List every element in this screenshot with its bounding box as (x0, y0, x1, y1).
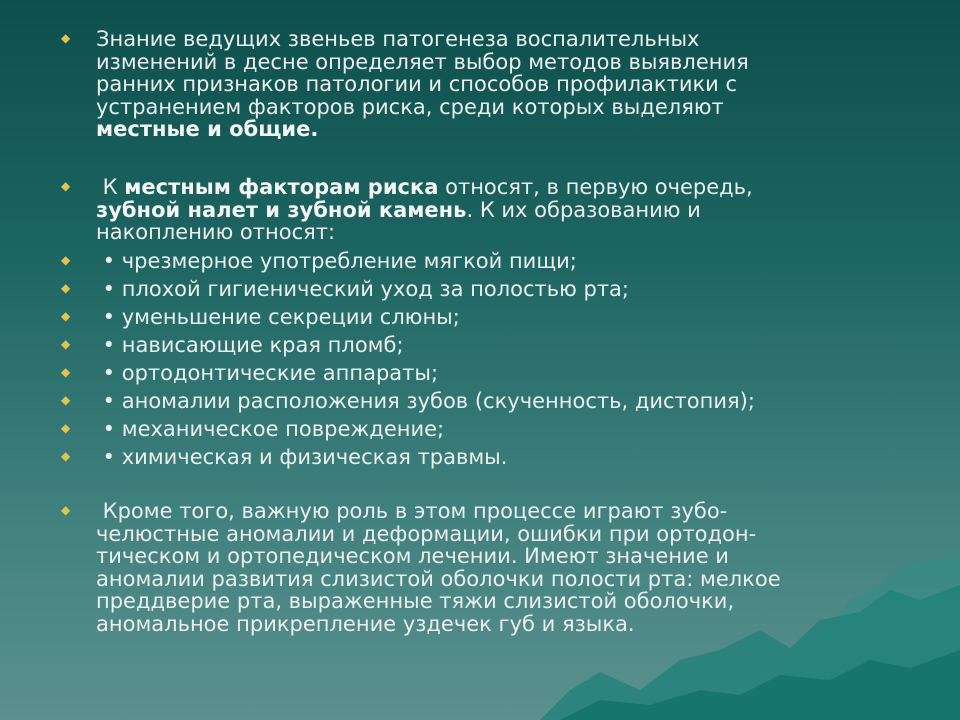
bullet-icon: ◆ (61, 179, 71, 193)
list-item (96, 446, 886, 469)
text-run: аномалии развития слизистой оболочки полости рта: мелкое (96, 566, 781, 591)
paragraph-intro (96, 28, 886, 141)
text-run: • механическое повреждение; (96, 417, 445, 441)
text-run: аномальное прикрепление уздечек губ и языка. (96, 611, 635, 636)
list-item-text (96, 278, 886, 301)
text-run: преддверие рта, выраженные тяжи слизистой оболочки, (96, 589, 735, 613)
text-run: • чрезмерное употребление мягкой пищи; (96, 249, 577, 273)
bullet-icon: ◆ (61, 31, 71, 45)
paragraph-text (96, 500, 886, 635)
bullet-icon: ◆ (61, 365, 71, 379)
bullet-icon: ◆ (61, 393, 71, 407)
bullet-icon: ◆ (61, 449, 71, 463)
text-run: челюстные аномалии и деформации, ошибки при ортодон- (96, 521, 757, 546)
list-item-text (96, 250, 886, 273)
list-item (96, 306, 886, 329)
bold-text-run: местным факторам риска (124, 175, 439, 199)
paragraph-text (96, 176, 886, 244)
list-item-text (96, 334, 886, 357)
text-run: • нависающие края пломб; (96, 333, 404, 357)
paragraph-text (96, 28, 886, 141)
text-run: • аномалии расположения зубов (скученность, дистопия); (96, 389, 755, 413)
bullet-icon: ◆ (61, 503, 71, 517)
text-run: изменений в десне определяет выбор методов выявления (96, 49, 749, 74)
bullet-icon: ◆ (61, 281, 71, 295)
paragraph-local-factors (96, 176, 886, 244)
text-run: тическом и ортопедическом лечении. Имеют значение и (96, 544, 729, 568)
list-item (96, 418, 886, 441)
list-item-text (96, 446, 886, 469)
bold-text-run: местные и общие. (96, 117, 319, 141)
text-run: К (96, 175, 125, 199)
text-run: ранних признаков патологии и способов профилактики с (96, 72, 738, 96)
bullet-icon: ◆ (61, 421, 71, 435)
text-run: . К их образованию и (466, 197, 701, 222)
text-run: Знание ведущих звеньев патогенеза воспалительных (96, 27, 700, 51)
list-item (96, 250, 886, 273)
text-run: • уменьшение секреции слюны; (96, 305, 460, 329)
bold-text-run: зубной налет и зубной камень (96, 197, 467, 222)
list-item-text (96, 390, 886, 413)
list-item-text (96, 418, 886, 441)
text-run: относят, в первую очередь, (438, 175, 753, 199)
list-item-text (96, 306, 886, 329)
text-run: • плохой гигиенический уход за полостью рта; (96, 277, 629, 301)
text-run: устранением факторов риска, среди которых выделяют (96, 94, 724, 119)
bullet-icon: ◆ (61, 253, 71, 267)
list-item (96, 390, 886, 413)
text-run: накоплению относят: (96, 220, 336, 244)
text-run: Кроме того, важную роль в этом процессе играют зубо- (96, 499, 728, 523)
paragraph-additional (96, 500, 886, 635)
list-item-text (96, 362, 886, 385)
text-run: • ортодонтические аппараты; (96, 361, 439, 385)
text-run: • химическая и физическая травмы. (96, 445, 508, 469)
list-item (96, 334, 886, 357)
list-item (96, 362, 886, 385)
list-item (96, 278, 886, 301)
bullet-icon: ◆ (61, 309, 71, 323)
bullet-icon: ◆ (61, 337, 71, 351)
